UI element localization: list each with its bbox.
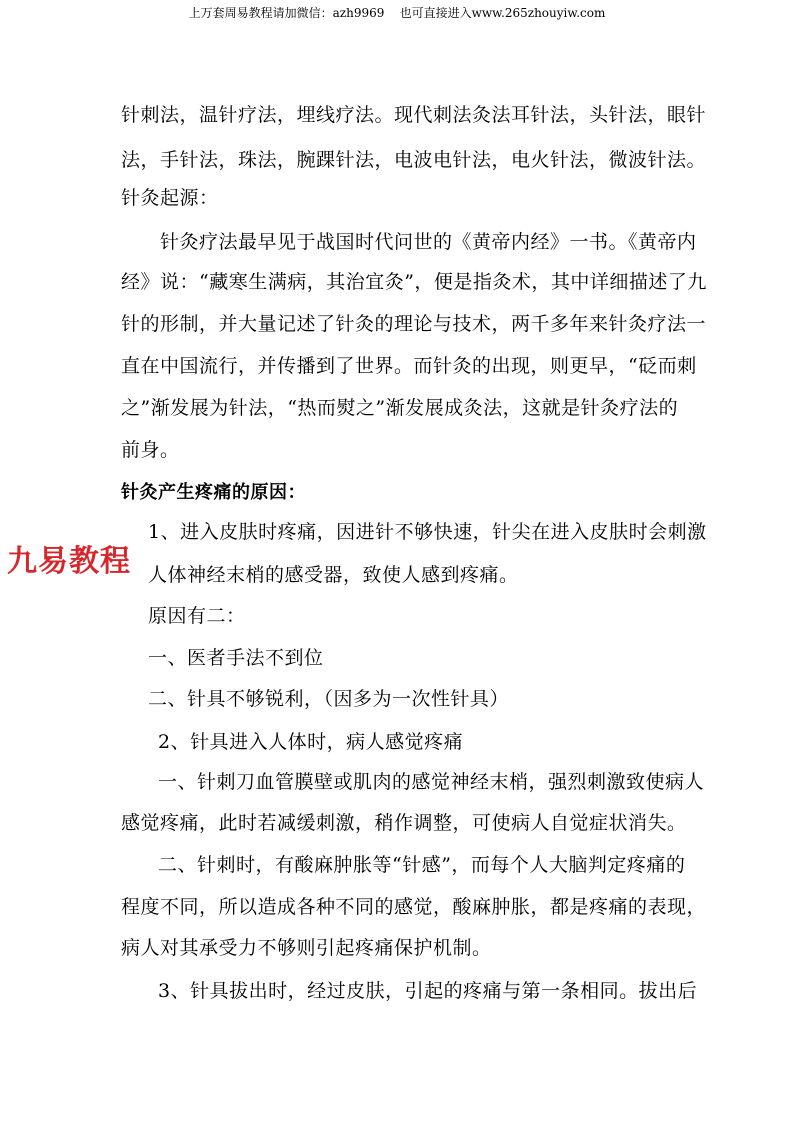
page-header — [0, 5, 794, 21]
body-line-1: 针刺法，温针疗法，埋线疗法。现代刺法灸法耳针法，头针法，眼针 — [121, 104, 707, 126]
section-heading-origin: 针灸起源： — [121, 187, 219, 209]
body-line-22: 3、针具拔出时，经过皮肤，引起的疼痛与第一条相同。拔出后 — [158, 980, 698, 1002]
body-line-12: 人体神经末梢的感受器，致使人感到疼痛。 — [148, 564, 519, 586]
header-wechat-text: 上万套周易教程请加微信：azh9969 — [188, 6, 385, 20]
body-line-17: 一、针刺刀血管膜壁或肌肉的感觉神经末梢，强烈刺激致使病人 — [158, 771, 705, 793]
body-line-4: 针灸疗法最早见于战国时代问世的《黄帝内经》一书。《黄帝内 — [160, 231, 697, 253]
body-line-18: 感觉疼痛，此时若减缓刺激，稍作调整，可使病人自觉症状消失。 — [121, 812, 687, 834]
body-line-2: 法，手针法，珠法，腕踝针法，电波电针法，电火针法，微波针法。 — [121, 149, 707, 171]
body-line-7: 直在中国流行，并传播到了世界。而针灸的出现，则更早，“砭而刺 — [121, 355, 697, 377]
watermark-logo: 九易教程 — [7, 544, 131, 579]
body-line-14: 一、医者手法不到位 — [148, 647, 324, 669]
body-line-20: 程度不同，所以造成各种不同的感觉，酸麻肿胀，都是疼痛的表现， — [121, 896, 707, 918]
body-line-21: 病人对其承受力不够则引起疼痛保护机制。 — [121, 937, 492, 959]
body-line-15: 二、针具不够锐利，（因多为一次性针具） — [148, 688, 510, 710]
body-line-19: 二、针刺时，有酸麻肿胀等“针感”，而每个人大脑判定疼痛的 — [158, 854, 686, 876]
body-line-8: 之”渐发展为针法，“热而熨之”渐发展成灸法，这就是针灸疗法的 — [121, 397, 679, 419]
body-line-11: 1、进入皮肤时疼痛，因进针不够快速，针尖在进入皮肤时会刺激 — [148, 521, 707, 543]
body-line-9: 前身。 — [121, 439, 180, 461]
header-website-text: 也可直接进入www.265zhouyiw.com — [399, 6, 606, 20]
body-line-5: 经》说：“藏寒生满病，其治宜灸”，便是指灸术，其中详细描述了九 — [121, 271, 707, 293]
section-heading-pain-causes: 针灸产生疼痛的原因： — [121, 482, 306, 503]
body-line-16: 2、针具进入人体时，病人感觉疼痛 — [158, 731, 464, 753]
body-line-13: 原因有二： — [148, 605, 246, 627]
body-line-6: 针的形制，并大量记述了针灸的理论与技术，两千多年来针灸疗法一 — [121, 313, 707, 335]
